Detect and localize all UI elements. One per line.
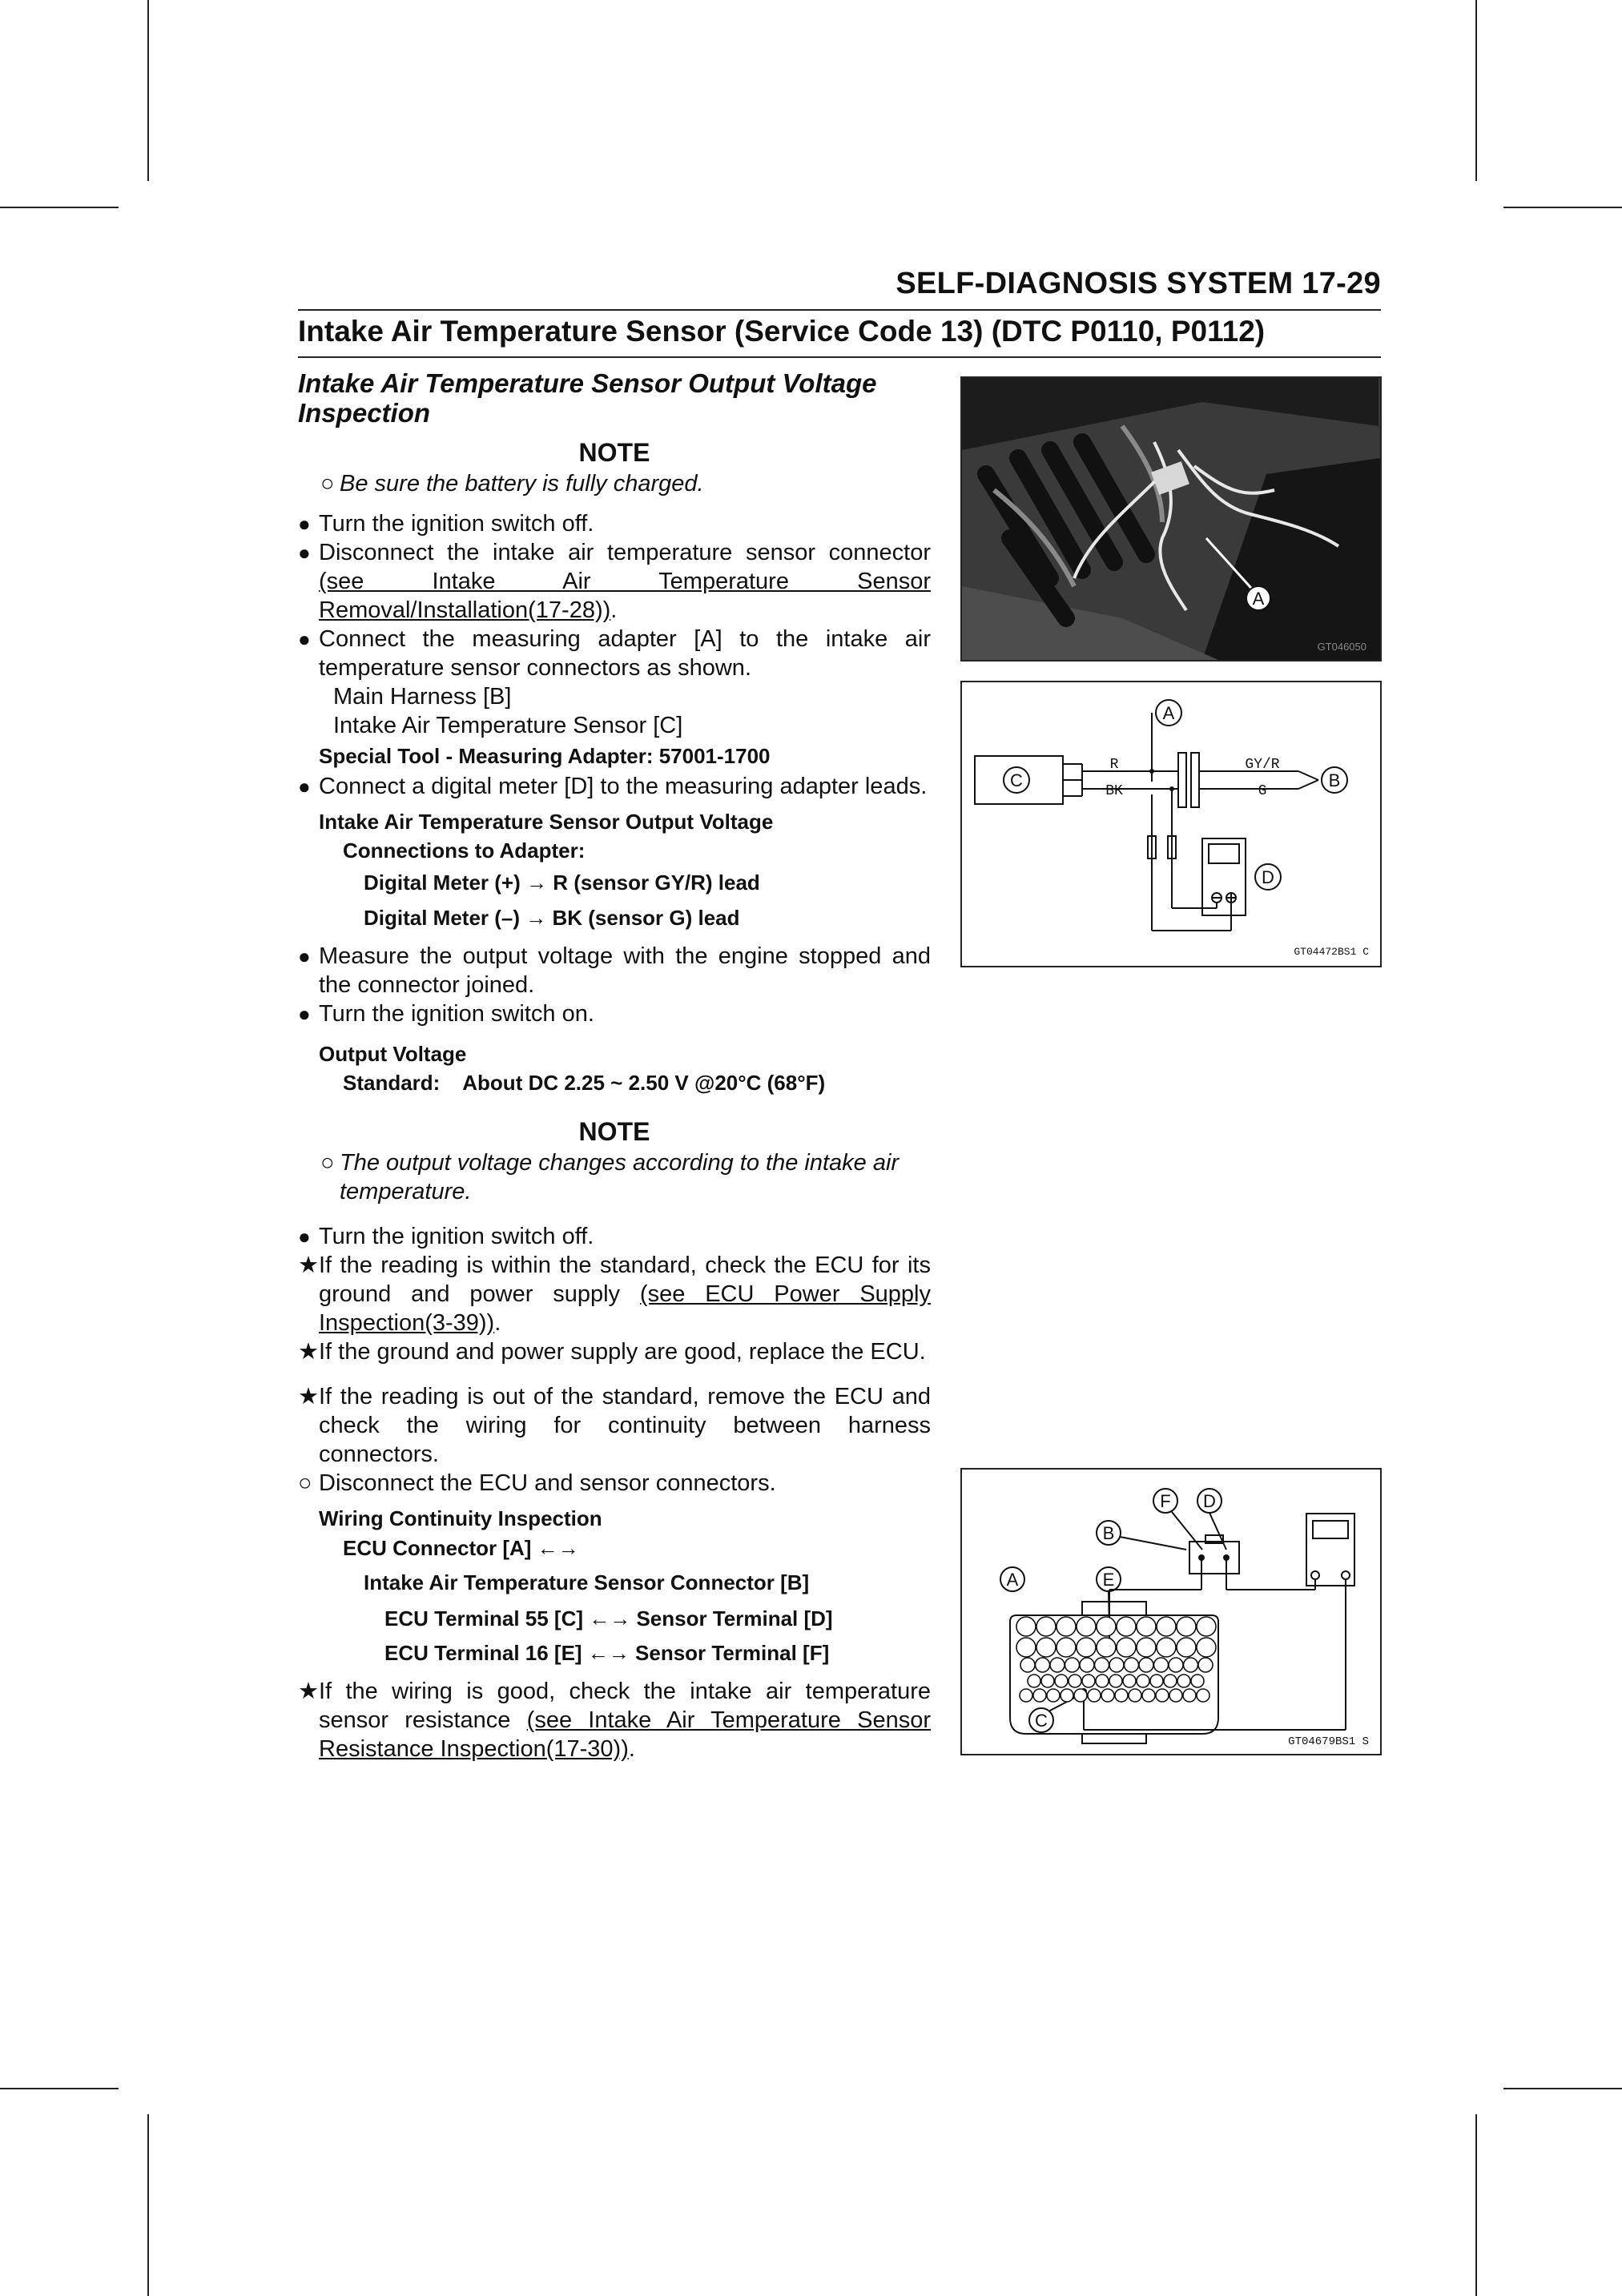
bullet-icon: ● bbox=[298, 1224, 311, 1249]
wire-label: BK bbox=[1105, 783, 1123, 799]
connector-photo bbox=[960, 376, 1382, 661]
cross-reference-link[interactable]: (see ECU Power Supply Inspection(3-39)) bbox=[319, 1281, 931, 1336]
crop-mark bbox=[1475, 2114, 1477, 2296]
list-item: ● Turn the ignition switch off. bbox=[298, 511, 594, 537]
ecu-pin bbox=[1183, 1689, 1196, 1702]
adapter-sub-item: Main Harness [B] bbox=[333, 684, 512, 710]
callout-a: A bbox=[1006, 1570, 1019, 1590]
special-tool: Special Tool - Measuring Adapter: 57001-1700 bbox=[319, 744, 771, 768]
note-circle-icon: ○ bbox=[320, 1150, 335, 1176]
crop-mark bbox=[147, 0, 149, 181]
list-item: ● Disconnect the intake air temperature sensor connector (see Intake Air Temperature Sensor Removal/Installation(17-28)). bbox=[298, 540, 931, 623]
ecu-pin bbox=[1150, 1675, 1163, 1687]
list-item: ★ If the reading is within the standard, check the ECU for its ground and power supply (see ECU Power Supply Inspection(3-39)). bbox=[298, 1253, 931, 1336]
list-item: ★ If the wiring is good, check the intake air temperature sensor resistance (see Intake Air Temperature Sensor Resistance Inspection(17-30)). bbox=[298, 1679, 931, 1762]
ecu-pin bbox=[1057, 1638, 1076, 1657]
callout-c: C bbox=[1010, 770, 1023, 790]
ecu-pin bbox=[1080, 1658, 1094, 1672]
connections-subtitle: Connections to Adapter: bbox=[343, 838, 586, 863]
callout-d: D bbox=[1203, 1491, 1216, 1511]
ecu-pin bbox=[1177, 1638, 1196, 1657]
star-icon: ★ bbox=[298, 1384, 319, 1409]
ecu-pin bbox=[1137, 1638, 1156, 1657]
list-item: ★ If the reading is out of the standard, remove the ECU and check the wiring for continuity between harness connectors. bbox=[298, 1384, 931, 1467]
wire-label: GY/R bbox=[1245, 757, 1280, 773]
section-rule bbox=[298, 356, 1381, 358]
ecu-illustration bbox=[962, 1470, 1380, 1754]
crop-mark bbox=[1475, 0, 1477, 181]
cross-reference-link[interactable]: (see Intake Air Temperature Sensor Resistance Inspection(17-30)) bbox=[319, 1707, 931, 1762]
ecu-pin bbox=[1082, 1675, 1095, 1687]
list-item: ● Measure the output voltage with the engine stopped and the connector joined. bbox=[298, 943, 931, 998]
ecu-pin bbox=[1057, 1617, 1076, 1636]
bullet-icon: ● bbox=[298, 512, 311, 536]
content-column bbox=[298, 368, 931, 1763]
ecu-pin bbox=[1033, 1689, 1046, 1702]
ecu-pin bbox=[1097, 1638, 1116, 1657]
ecu-pin bbox=[1101, 1689, 1114, 1702]
ecu-pin bbox=[1137, 1617, 1156, 1636]
adapter-circuit-diagram bbox=[960, 681, 1382, 967]
ecu-pin bbox=[1095, 1658, 1109, 1672]
callout-e: E bbox=[1102, 1570, 1115, 1590]
wiring-line: Intake Air Temperature Sensor Connector [B] bbox=[364, 1570, 810, 1594]
list-item: ● Turn the ignition switch off. bbox=[298, 1224, 594, 1249]
ecu-pin bbox=[1069, 1675, 1081, 1687]
crop-mark bbox=[0, 207, 119, 208]
ecu-pin bbox=[1020, 1658, 1035, 1672]
wire-label: G bbox=[1258, 783, 1267, 799]
ecu-pin bbox=[1154, 1658, 1169, 1672]
ecu-pin bbox=[1156, 1689, 1169, 1702]
ecu-pin bbox=[1164, 1675, 1177, 1687]
wire-label: R bbox=[1109, 757, 1119, 773]
ecu-pin bbox=[1123, 1675, 1136, 1687]
connection-line: Digital Meter (–) → BK (sensor G) lead bbox=[364, 906, 740, 930]
ecu-wiring-diagram bbox=[960, 1468, 1382, 1755]
star-icon: ★ bbox=[298, 1679, 319, 1704]
ecu-pin bbox=[1177, 1617, 1196, 1636]
ecu-pin bbox=[1050, 1658, 1065, 1672]
ecu-pin bbox=[1036, 1658, 1050, 1672]
list-item: ○ Disconnect the ECU and sensor connectors. bbox=[298, 1470, 776, 1496]
figure-code: GT04472BS1 C bbox=[1294, 946, 1369, 958]
note-text: ○ Be sure the battery is fully charged. bbox=[320, 471, 704, 497]
section-title: Intake Air Temperature Sensor (Service Code 13) (DTC P0110, P0112) bbox=[298, 315, 1266, 348]
callout-a: A bbox=[1162, 703, 1175, 723]
ecu-pin bbox=[1197, 1689, 1209, 1702]
header-rule bbox=[298, 309, 1381, 311]
photo-illustration bbox=[962, 378, 1380, 660]
circuit-illustration bbox=[962, 682, 1380, 966]
callout-b: B bbox=[1102, 1523, 1115, 1543]
output-voltage-standard: Standard: About DC 2.25 ~ 2.50 V @20°C (68°F) bbox=[343, 1071, 826, 1095]
ecu-pin bbox=[1169, 1689, 1182, 1702]
bullet-icon: ● bbox=[298, 774, 311, 798]
ecu-pin bbox=[1191, 1675, 1204, 1687]
note-text: ○ The output voltage changes according to the intake air temperature. bbox=[320, 1150, 900, 1204]
ecu-pin bbox=[1074, 1689, 1087, 1702]
ecu-pin bbox=[1061, 1689, 1073, 1702]
ecu-pin bbox=[1047, 1689, 1060, 1702]
star-icon: ★ bbox=[298, 1339, 319, 1365]
ecu-pin bbox=[1065, 1658, 1080, 1672]
bullet-icon: ● bbox=[298, 541, 311, 565]
list-item: ● Connect the measuring adapter [A] to the intake air temperature sensor connectors as shown. bbox=[298, 626, 931, 681]
callout-c: C bbox=[1035, 1711, 1048, 1731]
wiring-line: ECU Terminal 55 [C] ←→ Sensor Terminal [D] bbox=[384, 1606, 833, 1631]
bullet-icon: ● bbox=[298, 944, 311, 968]
ecu-pin bbox=[1142, 1689, 1155, 1702]
note-heading: NOTE bbox=[578, 438, 650, 467]
callout-d: D bbox=[1262, 867, 1274, 887]
ecu-pin bbox=[1088, 1689, 1101, 1702]
ecu-pin bbox=[1077, 1638, 1096, 1657]
ecu-pin bbox=[1129, 1689, 1141, 1702]
ecu-pin bbox=[1016, 1617, 1036, 1636]
ecu-pin bbox=[1157, 1617, 1176, 1636]
subsection-title: Intake Air Temperature Sensor Output Voltage Inspection bbox=[298, 368, 877, 428]
ecu-pin bbox=[1197, 1638, 1216, 1657]
ecu-pin bbox=[1184, 1658, 1198, 1672]
callout-a: A bbox=[1252, 589, 1265, 609]
ecu-pin bbox=[1197, 1617, 1216, 1636]
ecu-pin bbox=[1169, 1658, 1183, 1672]
ecu-pin bbox=[1117, 1638, 1136, 1657]
output-voltage-title: Output Voltage bbox=[319, 1042, 467, 1066]
ecu-pin-grid bbox=[1016, 1617, 1216, 1702]
ecu-pin bbox=[1125, 1658, 1139, 1672]
figure-code: GT04679BS1 S bbox=[1288, 1735, 1369, 1748]
callout-f: F bbox=[1160, 1491, 1171, 1511]
adapter-sub-item: Intake Air Temperature Sensor [C] bbox=[333, 713, 683, 738]
ecu-pin bbox=[1077, 1617, 1096, 1636]
ecu-pin bbox=[1157, 1638, 1176, 1657]
crop-mark bbox=[147, 2114, 149, 2296]
note-heading: NOTE bbox=[578, 1117, 650, 1146]
bullet-icon: ● bbox=[298, 1002, 311, 1026]
star-icon: ★ bbox=[298, 1253, 319, 1278]
ecu-pin bbox=[1028, 1675, 1040, 1687]
crop-mark bbox=[0, 2088, 119, 2089]
ecu-pin bbox=[1041, 1675, 1054, 1687]
bullet-icon: ● bbox=[298, 627, 311, 651]
ecu-pin bbox=[1016, 1638, 1036, 1657]
ecu-pin bbox=[1198, 1658, 1213, 1672]
figure-code: GT046050 bbox=[1317, 641, 1366, 653]
ecu-pin bbox=[1036, 1638, 1056, 1657]
circle-icon: ○ bbox=[298, 1470, 312, 1496]
list-item: ● Connect a digital meter [D] to the measuring adapter leads. bbox=[298, 774, 928, 799]
connections-title: Intake Air Temperature Sensor Output Voltage bbox=[319, 810, 774, 834]
ecu-pin bbox=[1055, 1675, 1068, 1687]
list-item: ● Turn the ignition switch on. bbox=[298, 1001, 594, 1027]
connection-line: Digital Meter (+) → R (sensor GY/R) lead bbox=[364, 871, 760, 895]
ecu-pin bbox=[1137, 1675, 1149, 1687]
page-header: SELF-DIAGNOSIS SYSTEM 17-29 bbox=[896, 267, 1381, 300]
list-item: ★ If the ground and power supply are good, replace the ECU. bbox=[298, 1339, 926, 1365]
ecu-pin bbox=[1117, 1617, 1136, 1636]
callout-b: B bbox=[1328, 770, 1341, 790]
ecu-pin bbox=[1096, 1675, 1109, 1687]
ecu-pin bbox=[1036, 1617, 1056, 1636]
ecu-pin bbox=[1115, 1689, 1128, 1702]
cross-reference-link[interactable]: (see Intake Air Temperature Sensor Removal/Installation(17-28)) bbox=[319, 569, 931, 623]
wiring-title: Wiring Continuity Inspection bbox=[319, 1506, 602, 1530]
ecu-pin bbox=[1109, 1675, 1122, 1687]
wiring-line: ECU Connector [A] ←→ bbox=[343, 1536, 579, 1560]
ecu-pin bbox=[1177, 1675, 1190, 1687]
ecu-pin bbox=[1109, 1658, 1124, 1672]
crop-mark bbox=[1503, 207, 1622, 208]
wiring-line: ECU Terminal 16 [E] ←→ Sensor Terminal [F] bbox=[384, 1641, 830, 1665]
crop-mark bbox=[1503, 2088, 1622, 2089]
note-circle-icon: ○ bbox=[320, 471, 335, 497]
ecu-pin bbox=[1139, 1658, 1153, 1672]
ecu-pin bbox=[1020, 1689, 1032, 1702]
ecu-pin bbox=[1097, 1617, 1116, 1636]
